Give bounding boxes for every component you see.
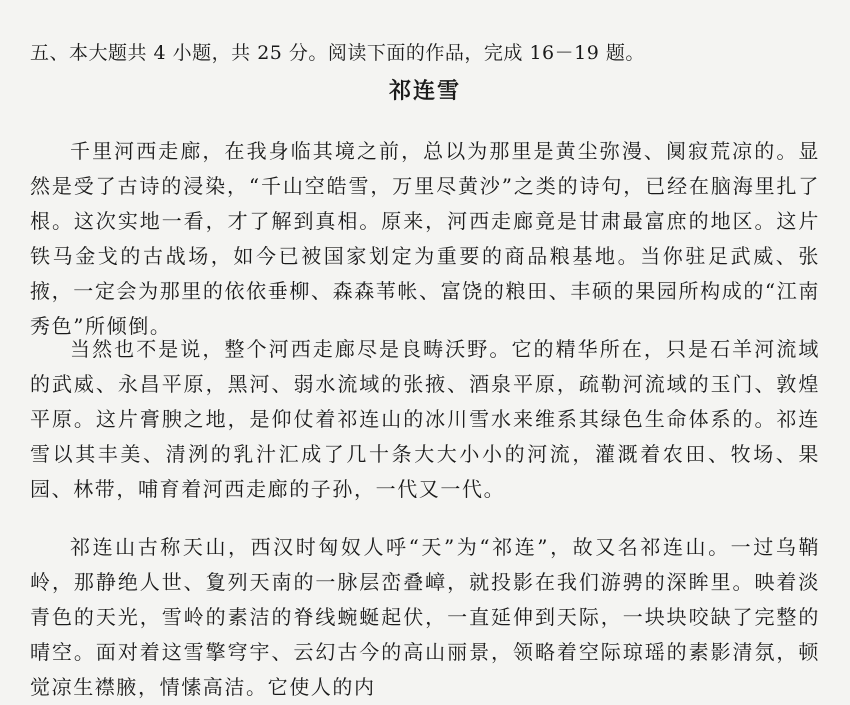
paragraph-3: 祁连山古称天山，西汉时匈奴人呼“天”为“祁连”，故又名祁连山。一过乌鞘岭，那静绝人世、夐列天南的一脉层峦叠嶂，就投影在我们游骋的深眸里。映着淡青色的天光，雪岭的素洁的脊线蜿蜒起伏，一直延伸到天际，一块块咬缺了完整的晴空。面对着这雪擎穹宇、云幻古今的高山丽景，领略着空际琼瑶的素影清氛，顿觉凉生襟腋，情愫高洁。它使人的内 (30, 535, 820, 699)
paragraph-2: 当然也不是说，整个河西走廊尽是良畴沃野。它的精华所在，只是石羊河流域的武威、永昌平原，黑河、弱水流域的张掖、酒泉平原，疏勒河流域的玉门、敦煌平原。这片膏腴之地，是仰仗着祁连山的冰川雪水来维系其绿色生命体系的。祁连雪以其丰美、清洌的乳汁汇成了几十条大大小小的河流，灌溉着农田、牧场、果园、林带，哺育着河西走廊的子孙，一代又一代。 (30, 337, 820, 501)
section-header: 五、本大题共 4 小题，共 25 分。阅读下面的作品，完成 16－19 题。 (30, 42, 645, 64)
article-title: 祁连雪 (388, 78, 461, 104)
paragraph-1: 千里河西走廊，在我身临其境之前，总以为那里是黄尘弥漫、阒寂荒凉的。显然是受了古诗的浸染，“千山空皓雪，万里尽黄沙”之类的诗句，已经在脑海里扎了根。这次实地一看，才了解到真相。原来，河西走廊竟是甘肃最富庶的地区。这片铁马金戈的古战场，如今已被国家划定为重要的商品粮基地。当你驻足武威、张掖，一定会为那里的依依垂柳、森森苇帐、富饶的粮田、丰硕的果园所构成的“江南秀色”所倾倒。 (30, 139, 820, 338)
